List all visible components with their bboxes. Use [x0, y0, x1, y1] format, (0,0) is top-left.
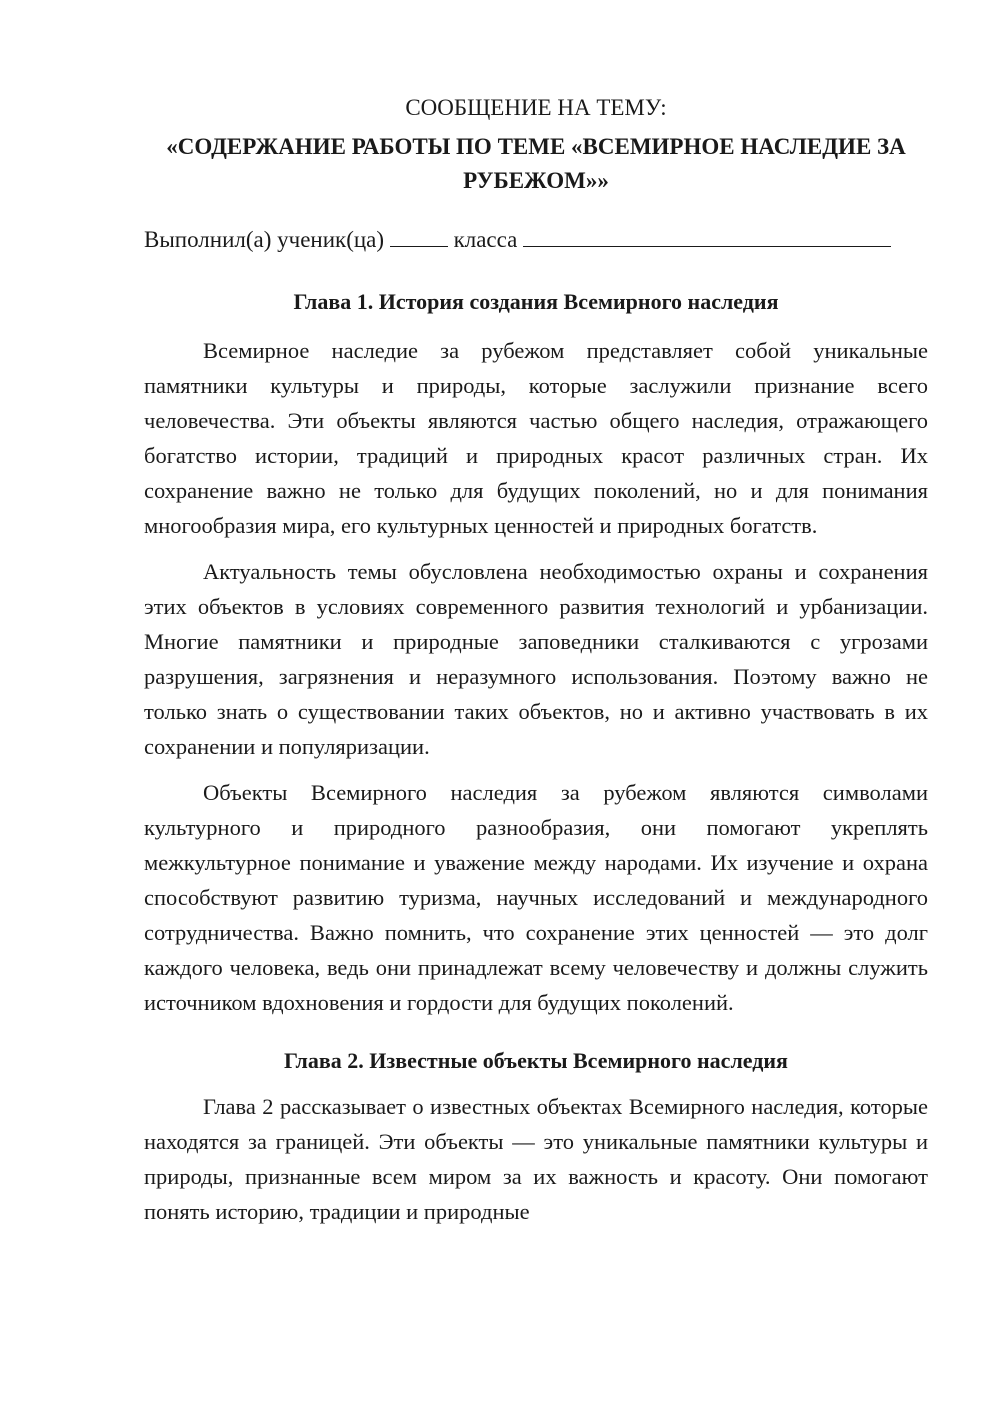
chapter-1-paragraph-2: Актуальность темы обусловлена необходимостью охраны и сохранения этих объектов в условиях современного развития технологий и урбанизации. Многие памятники и природные заповедники сталкиваются с угрозами разрушения, загрязнения и неразумного использования. Поэтому важно не только знать о существовании таких объектов, но и активно участвовать в их сохранении и популяризации. — [144, 559, 928, 759]
chapter-1-paragraph-3: Объекты Всемирного наследия за рубежом являются символами культурного и природного разнообразия, они помогают укреплять межкультурное понимание и уважение между народами. Их изучение и охрана способствуют развитию туризма, научных исследований и международного сотрудничества. Важно помнить, что сохранение этих ценностей — это долг каждого человека, ведь они принадлежат всему человечеству и должны служить источником вдохновения и гордости для будущих поколений. — [144, 780, 928, 1015]
author-line — [144, 222, 928, 257]
chapter-1-paragraph-1: Всемирное наследие за рубежом представляет собой уникальные памятники культуры и природы, которые заслужили признание всего человечества. Эти объекты являются частью общего наследия, отражающего богатство истории, традиций и природных красот различных стран. Их сохранение важно не только для будущих поколений, но и для понимания многообразия мира, его культурных ценностей и природных богатств. — [144, 338, 928, 538]
document-header: СООБЩЕНИЕ НА ТЕМУ: — [405, 95, 667, 120]
grade-blank — [390, 226, 448, 247]
chapter-1-title: Глава 1. История создания Всемирного наследия — [293, 289, 779, 314]
chapter-2-paragraph-1: Глава 2 рассказывает о известных объектах Всемирного наследия, которые находятся за границей. Эти объекты — это уникальные памятники культуры и природы, признанные всем миром за их важность и красоту. Они помогают понять историю, традиции и природные — [144, 1094, 928, 1224]
name-blank — [523, 226, 891, 247]
author-prefix: Выполнил(а) ученик(ца) — [144, 227, 385, 252]
class-label: класса — [453, 227, 518, 252]
document-page — [144, 86, 928, 1240]
chapter-2-title: Глава 2. Известные объекты Всемирного наследия — [284, 1048, 788, 1073]
document-title: «СОДЕРЖАНИЕ РАБОТЫ ПО ТЕМЕ «ВСЕМИРНОЕ НАСЛЕДИЕ ЗА РУБЕЖОМ»» — [166, 134, 906, 193]
